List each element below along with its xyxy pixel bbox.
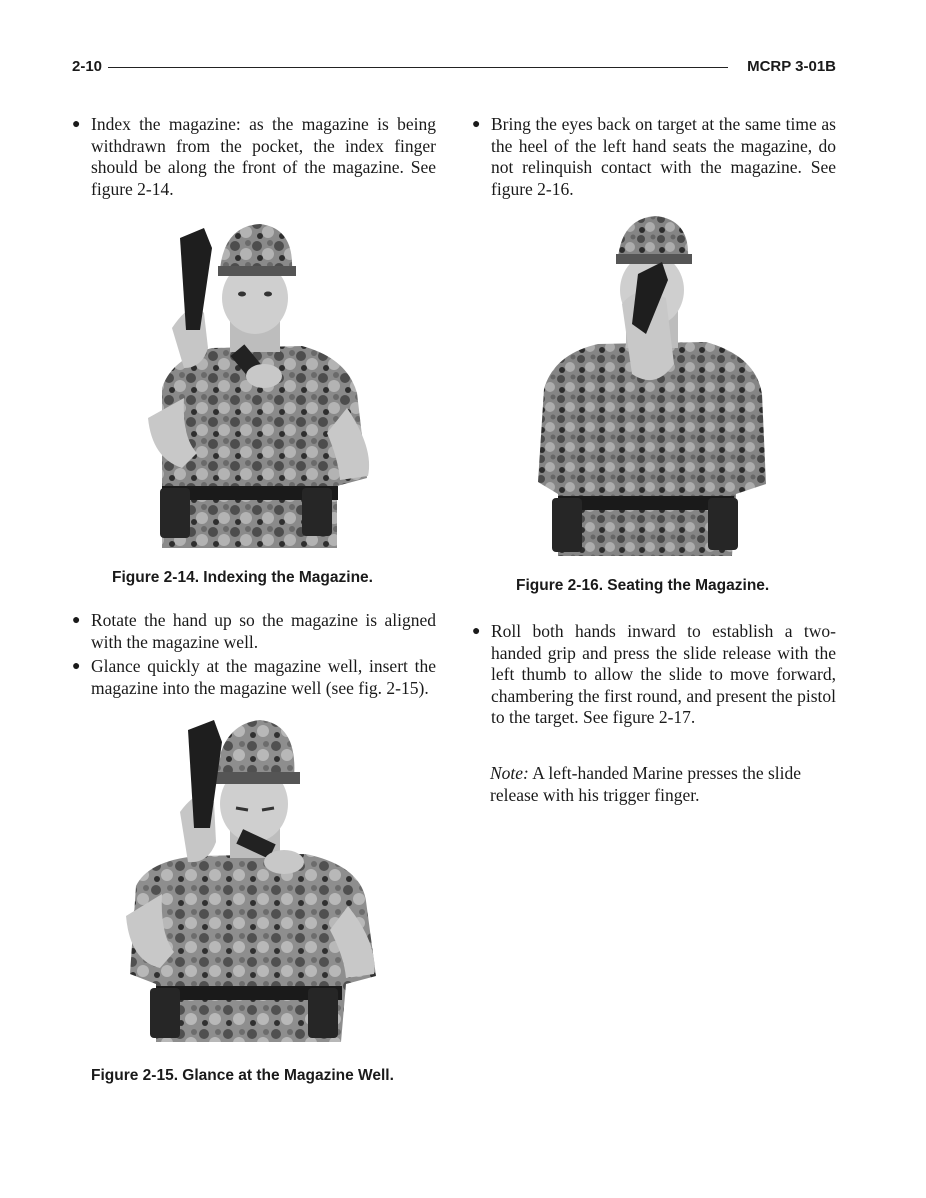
note xyxy=(490,763,836,806)
note-text: A left-handed Marine presses the slide release with his trigger finger. xyxy=(490,763,802,805)
bullet-text: Glance quickly at the magazine well, insert the magazine into the magazine well (see fig. 2-15). xyxy=(91,656,436,698)
bullet-index-magazine xyxy=(72,114,436,200)
bullet-icon: ● xyxy=(472,117,481,132)
right-column-lower xyxy=(472,621,836,732)
bullet-rotate-hand xyxy=(72,610,436,653)
bullet-glance-magazine-well xyxy=(72,656,436,699)
document-id: MCRP 3-01B xyxy=(747,58,836,75)
bullet-text: Bring the eyes back on target at the same time as the heel of the left hand seats the magazine, do not relinquish contact with the magazine. See figure 2-16. xyxy=(491,114,836,199)
bullet-icon: ● xyxy=(72,659,81,674)
page-number: 2-10 xyxy=(72,58,103,75)
bullet-icon: ● xyxy=(472,624,481,639)
figure-2-16-caption: Figure 2-16. Seating the Magazine. xyxy=(516,577,770,594)
bullet-icon: ● xyxy=(72,117,81,132)
figure-2-16-photo xyxy=(536,214,768,556)
left-column-top xyxy=(72,114,436,203)
note-label: Note: xyxy=(490,763,529,783)
right-column-top xyxy=(472,114,836,203)
figure-2-14-photo xyxy=(142,218,378,548)
page-header xyxy=(72,58,836,78)
figure-2-14-caption: Figure 2-14. Indexing the Magazine. xyxy=(112,569,373,586)
bullet-icon: ● xyxy=(72,613,81,628)
bullet-eyes-on-target xyxy=(472,114,836,200)
left-column-middle xyxy=(72,610,436,702)
bullet-text: Index the magazine: as the magazine is being withdrawn from the pocket, the index finger should be along the front of the magazine. See figure 2-14. xyxy=(91,114,436,199)
bullet-text: Rotate the hand up so the magazine is aligned with the magazine well. xyxy=(91,610,436,652)
bullet-roll-hands xyxy=(472,621,836,729)
bullet-text: Roll both hands inward to establish a two-handed grip and press the slide release with the left thumb to allow the slide to move forward, chambering the first round, and present the pistol to the target. See figure 2-17. xyxy=(491,621,836,727)
figure-2-15-photo xyxy=(126,716,382,1042)
figure-2-15-caption: Figure 2-15. Glance at the Magazine Well. xyxy=(91,1067,394,1084)
header-rule xyxy=(108,67,728,68)
